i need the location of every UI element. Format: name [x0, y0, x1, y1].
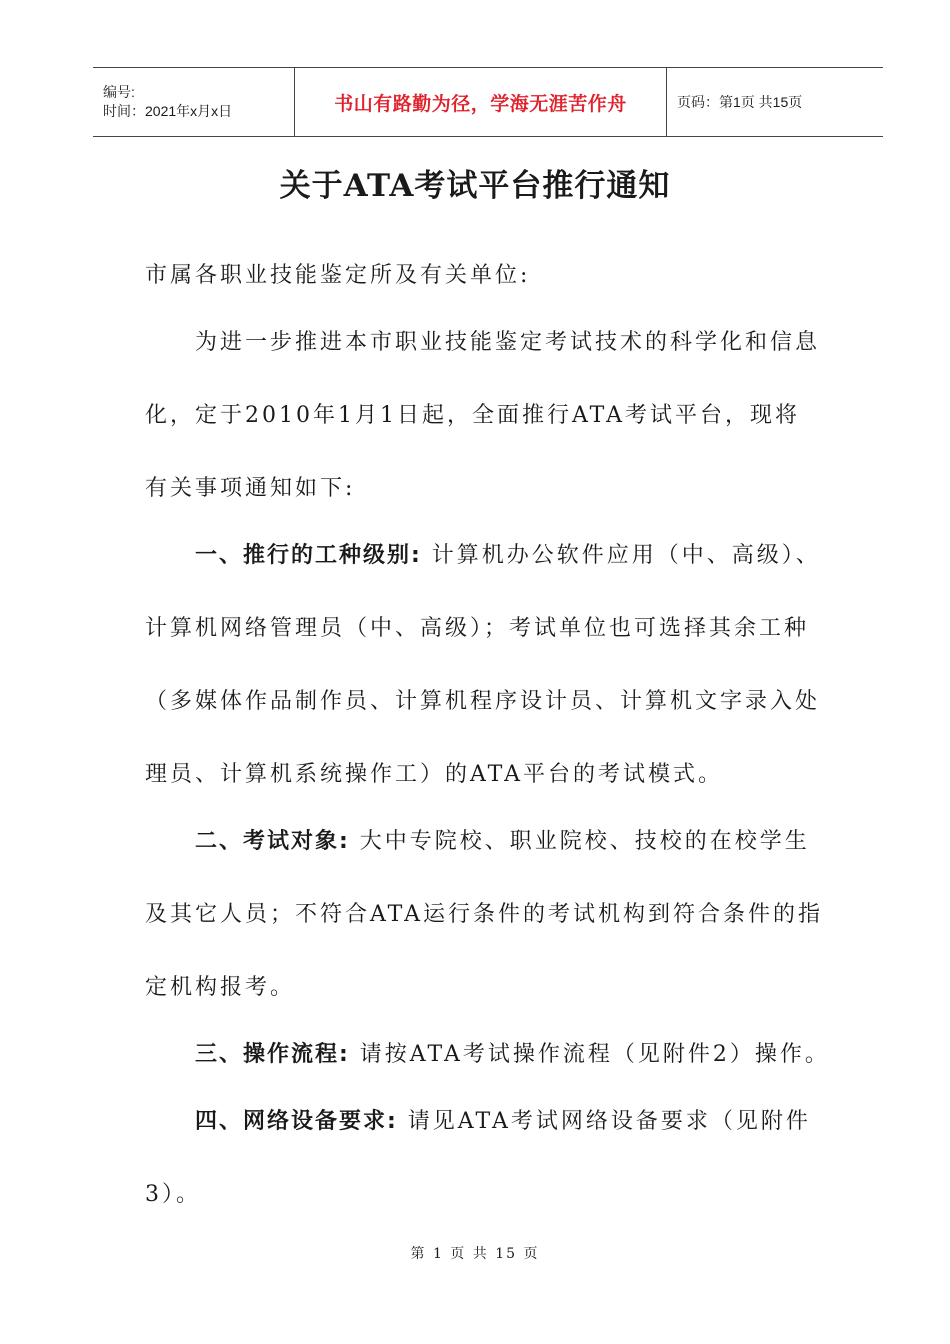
section-4-line-2: 3）。	[145, 1182, 201, 1207]
page-footer: 第 1 页 共 15 页	[410, 1246, 540, 1262]
section-2-line-3: 定机构报考。	[145, 975, 296, 1000]
document-time: 时间：2021年x月x日	[103, 103, 233, 119]
intro-line-3: 有关事项通知如下:	[145, 476, 356, 501]
header-motto: 书山有路勤为径，学海无涯苦作舟	[295, 68, 667, 136]
section-2-line-2: 及其它人员；不符合ATA运行条件的考试机构到符合条件的指	[145, 902, 824, 927]
section-4-text: 请见ATA考试网络设备要求（见附件	[397, 1109, 811, 1134]
salutation: 市属各职业技能鉴定所及有关单位:	[145, 263, 531, 288]
section-1-line-3: （多媒体作品制作员、计算机程序设计员、计算机文字录入处	[145, 689, 821, 714]
document-code-label: 编号:	[103, 84, 135, 100]
section-3-text: 请按ATA考试操作流程（见附件2）操作。	[349, 1042, 830, 1067]
section-1-heading: 一、推行的工种级别:	[195, 543, 422, 568]
header-page-info: 页码：第1页 共15页	[677, 94, 803, 110]
section-2-text: 大中专院校、职业院校、技校的在校学生	[349, 829, 810, 854]
section-3-line-1	[195, 1037, 895, 1068]
section-1-text: 计算机办公软件应用（中、高级）、	[421, 543, 821, 568]
section-1-line-4: 理员、计算机系统操作工）的ATA平台的考试模式。	[145, 762, 724, 787]
document-title: 关于ATA考试平台推行通知	[279, 168, 671, 204]
intro-line-2: 化，定于2010年1月1日起，全面推行ATA考试平台，现将	[145, 403, 801, 428]
document-header	[93, 67, 883, 137]
section-4-line-1	[195, 1104, 895, 1135]
section-1-line-1	[195, 538, 895, 569]
intro-line-1: 为进一步推进本市职业技能鉴定考试技术的科学化和信息	[195, 330, 821, 355]
section-1-line-2: 计算机网络管理员（中、高级）；考试单位也可选择其余工种	[145, 616, 810, 641]
section-3-heading: 三、操作流程:	[195, 1042, 350, 1067]
header-meta	[93, 68, 295, 136]
section-2-line-1	[195, 824, 895, 855]
section-2-heading: 二、考试对象:	[195, 829, 350, 854]
section-4-heading: 四、网络设备要求:	[195, 1109, 398, 1134]
